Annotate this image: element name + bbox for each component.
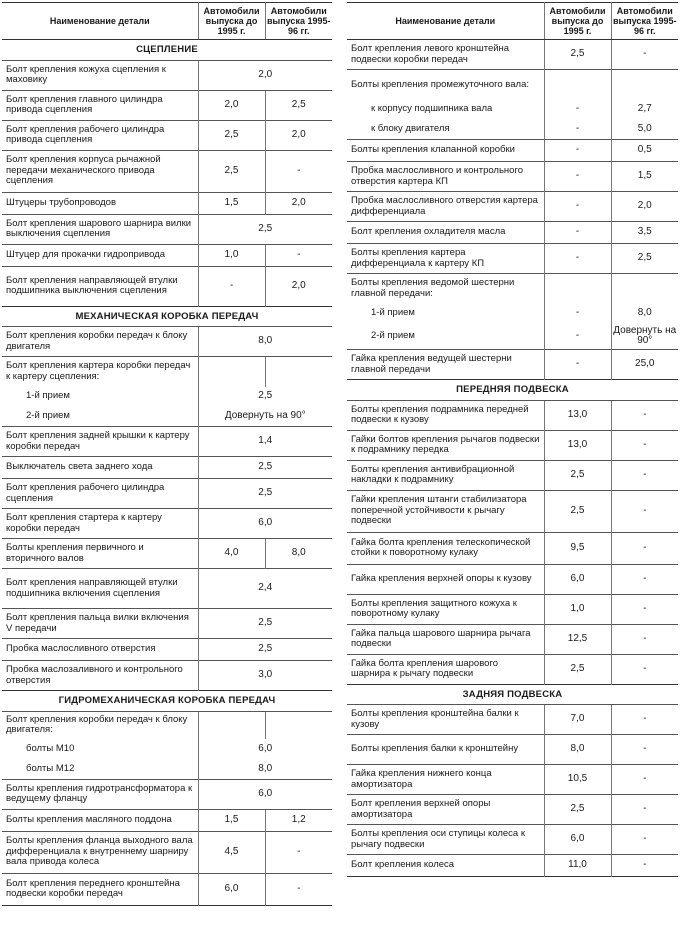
torque-value-both: 6,0 bbox=[198, 779, 332, 809]
table-row bbox=[2, 509, 332, 539]
torque-value-1995-96 bbox=[611, 274, 678, 304]
table-row bbox=[2, 192, 332, 214]
torque-value-1995-96: 8,0 bbox=[611, 304, 678, 324]
torque-value-1995-96: - bbox=[611, 532, 678, 564]
part-name: 2-й прием bbox=[371, 330, 415, 341]
part-name: Гайка крепления верхней опоры к кузову bbox=[347, 564, 544, 594]
torque-value-1995-96: 2,0 bbox=[265, 192, 332, 214]
torque-value-1995-96: 2,5 bbox=[265, 90, 332, 120]
table-row bbox=[2, 427, 332, 457]
header-1995-96: Автомобили выпуска 1995-96 гг. bbox=[611, 3, 678, 40]
torque-table-right bbox=[347, 2, 678, 877]
table-row bbox=[2, 539, 332, 569]
part-name: Болт крепления переднего кронштейна подвески коробки передач bbox=[2, 873, 198, 905]
part-name: Пробка маслозаливного и контрольного отверстия bbox=[2, 661, 198, 691]
header-part-name: Наименование детали bbox=[2, 3, 198, 40]
torque-value-both: 6,0 bbox=[198, 739, 332, 759]
torque-value-both: 2,4 bbox=[198, 569, 332, 609]
part-name: 2-й прием bbox=[26, 410, 70, 421]
part-name: Болты крепления антивибрационной накладки к подрамнику bbox=[347, 460, 544, 490]
table-subrow bbox=[347, 100, 678, 120]
torque-table-left bbox=[2, 2, 332, 906]
torque-value-1995-96: - bbox=[611, 400, 678, 430]
torque-value-1995-96: - bbox=[611, 564, 678, 594]
torque-value-before-1995: - bbox=[544, 100, 611, 120]
torque-value-1995-96: 1,5 bbox=[611, 162, 678, 192]
table-row bbox=[2, 569, 332, 609]
torque-value-1995-96: - bbox=[611, 460, 678, 490]
table-row bbox=[2, 214, 332, 244]
torque-value-1995-96: - bbox=[265, 873, 332, 905]
torque-value-before-1995: 2,5 bbox=[544, 490, 611, 532]
torque-value-before-1995: - bbox=[198, 266, 265, 306]
torque-value-before-1995: - bbox=[544, 304, 611, 324]
table-row bbox=[347, 654, 678, 684]
table-row bbox=[347, 735, 678, 765]
header-before-1995: Автомобили выпуска до 1995 г. bbox=[544, 3, 611, 40]
torque-value-before-1995: 4,5 bbox=[198, 831, 265, 873]
part-name: Болты крепления промежуточного вала: bbox=[347, 70, 544, 100]
torque-value-before-1995: 10,5 bbox=[544, 765, 611, 795]
table-row bbox=[347, 624, 678, 654]
torque-value-both: 2,5 bbox=[198, 639, 332, 661]
torque-value-before-1995: 2,5 bbox=[544, 460, 611, 490]
part-name: Болт крепления кожуха сцепления к маховику bbox=[2, 60, 198, 90]
table-row bbox=[347, 594, 678, 624]
torque-value-1995-96: - bbox=[611, 795, 678, 825]
part-name: болты М10 bbox=[26, 742, 75, 754]
part-name: Гайки крепления штанги стабилизатора поперечной устойчивости к рычагу подвески bbox=[347, 490, 544, 532]
part-name: 1-й прием bbox=[371, 307, 415, 319]
part-name: Болт крепления шарового шарнира вилки выключения сцепления bbox=[2, 214, 198, 244]
torque-value-1995-96: - bbox=[265, 831, 332, 873]
table-subrow bbox=[347, 120, 678, 140]
table-row bbox=[347, 430, 678, 460]
table-row bbox=[347, 350, 678, 380]
section-heading-row bbox=[2, 40, 332, 61]
table-row bbox=[2, 809, 332, 831]
torque-value-1995-96: - bbox=[265, 244, 332, 266]
section-heading-row bbox=[347, 684, 678, 705]
torque-value-1995-96: - bbox=[611, 594, 678, 624]
torque-value-both: 2,5 bbox=[198, 479, 332, 509]
torque-value-both: 8,0 bbox=[198, 759, 332, 779]
table-subrow bbox=[2, 759, 332, 779]
torque-value-1995-96: 5,0 bbox=[611, 120, 678, 140]
torque-value-both: 6,0 bbox=[198, 509, 332, 539]
torque-value-before-1995: 6,0 bbox=[544, 564, 611, 594]
part-name: Гайка крепления нижнего конца амортизатора bbox=[347, 765, 544, 795]
torque-value-1995-96: 2,5 bbox=[611, 244, 678, 274]
table-row bbox=[347, 274, 678, 304]
section-heading-row bbox=[347, 380, 678, 401]
part-name: Болты крепления защитного кожуха к поворотному кулаку bbox=[347, 594, 544, 624]
part-name: Гайка болта крепления шарового шарнира к рычагу подвески bbox=[347, 654, 544, 684]
part-name: Болт крепления рабочего цилиндра привода сцепления bbox=[2, 120, 198, 150]
torque-value-both: 2,5 bbox=[198, 387, 332, 407]
torque-value-before-1995: 2,5 bbox=[544, 40, 611, 70]
table-row bbox=[347, 40, 678, 70]
torque-value-before-1995: 1,5 bbox=[198, 192, 265, 214]
table-row bbox=[347, 795, 678, 825]
torque-value-both: 3,0 bbox=[198, 661, 332, 691]
torque-value-before-1995: 7,0 bbox=[544, 705, 611, 735]
section-heading: СЦЕПЛЕНИЕ bbox=[2, 40, 332, 61]
part-name: Болт крепления картера коробки передач к картеру сцепления: bbox=[2, 357, 198, 387]
part-name: Болты крепления масляного поддона bbox=[2, 809, 198, 831]
torque-value-before-1995: 2,5 bbox=[544, 654, 611, 684]
table-row bbox=[347, 532, 678, 564]
section-heading: ЗАДНЯЯ ПОДВЕСКА bbox=[347, 684, 678, 705]
torque-value-both: 2,5 bbox=[198, 457, 332, 479]
table-row bbox=[347, 70, 678, 100]
table-row bbox=[2, 120, 332, 150]
torque-value-before-1995: - bbox=[544, 350, 611, 380]
table-row bbox=[347, 825, 678, 855]
torque-value-before-1995: 2,5 bbox=[198, 150, 265, 192]
right-table-body bbox=[347, 40, 678, 877]
header-1995-96: Автомобили выпуска 1995-96 гг. bbox=[265, 3, 332, 40]
table-row bbox=[2, 711, 332, 739]
torque-value-1995-96: 2,0 bbox=[265, 266, 332, 306]
part-name: Болты крепления клапанной коробки bbox=[347, 140, 544, 162]
torque-value-1995-96: 0,5 bbox=[611, 140, 678, 162]
torque-value-both: 2,5 bbox=[198, 214, 332, 244]
table-row bbox=[2, 60, 332, 90]
table-row bbox=[2, 327, 332, 357]
part-name: Болт крепления направляющей втулки подшипника включения сцепления bbox=[2, 569, 198, 609]
section-heading-row bbox=[2, 691, 332, 712]
torque-value-before-1995: 4,0 bbox=[198, 539, 265, 569]
torque-value-1995-96: - bbox=[611, 855, 678, 877]
torque-value-before-1995 bbox=[198, 357, 265, 387]
torque-value-1995-96: - bbox=[611, 735, 678, 765]
table-subrow bbox=[347, 304, 678, 324]
header-part-name: Наименование детали bbox=[347, 3, 544, 40]
part-name: Болт крепления левого кронштейна подвески коробки передач bbox=[347, 40, 544, 70]
torque-value-before-1995: 13,0 bbox=[544, 430, 611, 460]
part-name: Болты крепления ведомой шестерни главной передачи: bbox=[347, 274, 544, 304]
right-table-column bbox=[347, 2, 678, 877]
part-name: Болты крепления кронштейна балки к кузову bbox=[347, 705, 544, 735]
table-row bbox=[347, 162, 678, 192]
torque-value-1995-96 bbox=[265, 711, 332, 739]
table-row bbox=[2, 831, 332, 873]
table-row bbox=[2, 150, 332, 192]
part-name: Штуцер для прокачки гидропривода bbox=[2, 244, 198, 266]
torque-value-both: 1,4 bbox=[198, 427, 332, 457]
part-name: Болт крепления коробки передач к блоку двигателя: bbox=[2, 711, 198, 739]
torque-value-before-1995: - bbox=[544, 120, 611, 140]
torque-value-before-1995: - bbox=[544, 192, 611, 222]
table-row bbox=[2, 90, 332, 120]
table-row bbox=[347, 564, 678, 594]
part-name: Болт крепления охладителя масла bbox=[347, 222, 544, 244]
torque-value-1995-96: - bbox=[611, 654, 678, 684]
torque-value-before-1995: 13,0 bbox=[544, 400, 611, 430]
torque-value-before-1995: 6,0 bbox=[544, 825, 611, 855]
table-row bbox=[347, 222, 678, 244]
torque-value-before-1995 bbox=[544, 274, 611, 304]
torque-value-before-1995: 11,0 bbox=[544, 855, 611, 877]
part-name: Болт крепления главного цилиндра привода сцепления bbox=[2, 90, 198, 120]
torque-value-1995-96 bbox=[265, 357, 332, 387]
part-name: Гайка крепления ведущей шестерни главной передачи bbox=[347, 350, 544, 380]
part-name: Болт крепления рабочего цилиндра сцепления bbox=[2, 479, 198, 509]
section-heading: ПЕРЕДНЯЯ ПОДВЕСКА bbox=[347, 380, 678, 401]
table-row bbox=[2, 479, 332, 509]
torque-value-1995-96: - bbox=[265, 150, 332, 192]
torque-value-before-1995: - bbox=[544, 324, 611, 350]
table-row bbox=[347, 244, 678, 274]
table-row bbox=[2, 609, 332, 639]
table-row bbox=[347, 490, 678, 532]
part-name: 1-й прием bbox=[26, 390, 70, 402]
torque-value-before-1995 bbox=[198, 711, 265, 739]
left-table-column bbox=[2, 2, 332, 906]
part-name: Пробка маслосливного отверстия bbox=[2, 639, 198, 661]
torque-value-before-1995: 1,0 bbox=[544, 594, 611, 624]
part-name: Болты крепления картера дифференциала к картеру КП bbox=[347, 244, 544, 274]
torque-value-1995-96: 2,0 bbox=[265, 120, 332, 150]
part-name: Болт крепления пальца вилки включения V передачи bbox=[2, 609, 198, 639]
header-before-1995: Автомобили выпуска до 1995 г. bbox=[198, 3, 265, 40]
part-name: Болт крепления коробки передач к блоку двигателя bbox=[2, 327, 198, 357]
part-name: Гайка болта крепления телескопической стойки к поворотному кулаку bbox=[347, 532, 544, 564]
table-row bbox=[347, 400, 678, 430]
torque-value-before-1995: 9,5 bbox=[544, 532, 611, 564]
table-row bbox=[2, 457, 332, 479]
part-name: Болт крепления стартера к картеру коробки передач bbox=[2, 509, 198, 539]
torque-value-1995-96: - bbox=[611, 705, 678, 735]
part-name: Болты крепления подрамника передней подвески к кузову bbox=[347, 400, 544, 430]
torque-value-1995-96: 8,0 bbox=[265, 539, 332, 569]
torque-value-before-1995: 1,0 bbox=[198, 244, 265, 266]
table-row bbox=[2, 661, 332, 691]
table-row bbox=[2, 779, 332, 809]
torque-value-before-1995: - bbox=[544, 140, 611, 162]
torque-value-1995-96: Довернуть на 90° bbox=[611, 324, 678, 350]
part-name: к корпусу подшипника вала bbox=[371, 103, 493, 115]
left-table-body bbox=[2, 40, 332, 906]
part-name: болты М12 bbox=[26, 762, 75, 774]
torque-value-before-1995: 2,0 bbox=[198, 90, 265, 120]
torque-value-1995-96: 1,2 bbox=[265, 809, 332, 831]
part-name: Гайки болтов крепления рычагов подвески к подрамнику передка bbox=[347, 430, 544, 460]
part-name: Болт крепления корпуса рычажной передачи механического привода сцепления bbox=[2, 150, 198, 192]
torque-value-before-1995: - bbox=[544, 162, 611, 192]
part-name: Болты крепления балки к кронштейну bbox=[347, 735, 544, 765]
torque-value-1995-96: 2,0 bbox=[611, 192, 678, 222]
torque-value-1995-96: - bbox=[611, 825, 678, 855]
table-row bbox=[347, 460, 678, 490]
table-subrow bbox=[2, 387, 332, 407]
part-name: Пробка маслосливного и контрольного отверстия картера КП bbox=[347, 162, 544, 192]
table-row bbox=[347, 192, 678, 222]
torque-value-1995-96: 2,7 bbox=[611, 100, 678, 120]
torque-value-before-1995: 2,5 bbox=[198, 120, 265, 150]
torque-value-both: 2,5 bbox=[198, 609, 332, 639]
torque-value-before-1995: 6,0 bbox=[198, 873, 265, 905]
part-name: Болт крепления колеса bbox=[347, 855, 544, 877]
table-subrow bbox=[347, 324, 678, 350]
table-row bbox=[347, 855, 678, 877]
part-name: Болты крепления гидротрансформатора к ведущему фланцу bbox=[2, 779, 198, 809]
torque-value-1995-96: - bbox=[611, 490, 678, 532]
part-name: Пробка маслосливного отверстия картера дифференциала bbox=[347, 192, 544, 222]
torque-value-1995-96: 25,0 bbox=[611, 350, 678, 380]
part-name: Штуцеры трубопроводов bbox=[2, 192, 198, 214]
torque-value-1995-96 bbox=[611, 70, 678, 100]
torque-value-both: 2,0 bbox=[198, 60, 332, 90]
part-name: Болт крепления задней крышки к картеру коробки передач bbox=[2, 427, 198, 457]
torque-value-both: 8,0 bbox=[198, 327, 332, 357]
part-name: Выключатель света заднего хода bbox=[2, 457, 198, 479]
table-row bbox=[2, 244, 332, 266]
torque-value-1995-96: 3,5 bbox=[611, 222, 678, 244]
table-row bbox=[347, 765, 678, 795]
torque-value-1995-96: - bbox=[611, 624, 678, 654]
section-heading: МЕХАНИЧЕСКАЯ КОРОБКА ПЕРЕДАЧ bbox=[2, 306, 332, 327]
table-subrow bbox=[2, 739, 332, 759]
table-row bbox=[2, 357, 332, 387]
table-subrow bbox=[2, 407, 332, 427]
part-name: Болты крепления первичного и вторичного валов bbox=[2, 539, 198, 569]
table-row bbox=[347, 705, 678, 735]
part-name: Болты крепления оси ступицы колеса к рычагу подвески bbox=[347, 825, 544, 855]
torque-value-both: Довернуть на 90° bbox=[198, 407, 332, 427]
torque-value-1995-96: - bbox=[611, 765, 678, 795]
section-heading-row bbox=[2, 306, 332, 327]
part-name: Гайка пальца шарового шарнира рычага подвески bbox=[347, 624, 544, 654]
table-row bbox=[2, 266, 332, 306]
torque-value-before-1995 bbox=[544, 70, 611, 100]
torque-value-before-1995: 1,5 bbox=[198, 809, 265, 831]
part-name: Болт крепления верхней опоры амортизатора bbox=[347, 795, 544, 825]
part-name: к блоку двигателя bbox=[371, 123, 450, 134]
table-row bbox=[347, 140, 678, 162]
table-row bbox=[2, 873, 332, 905]
torque-value-before-1995: - bbox=[544, 222, 611, 244]
torque-value-before-1995: - bbox=[544, 244, 611, 274]
torque-value-1995-96: - bbox=[611, 40, 678, 70]
part-name: Болт крепления направляющей втулки подшипника выключения сцепления bbox=[2, 266, 198, 306]
torque-value-1995-96: - bbox=[611, 430, 678, 460]
part-name: Болты крепления фланца выходного вала дифференциала к внутреннему шарниру вала привода колеса bbox=[2, 831, 198, 873]
table-row bbox=[2, 639, 332, 661]
torque-value-before-1995: 12,5 bbox=[544, 624, 611, 654]
torque-value-before-1995: 8,0 bbox=[544, 735, 611, 765]
torque-value-before-1995: 2,5 bbox=[544, 795, 611, 825]
section-heading: ГИДРОМЕХАНИЧЕСКАЯ КОРОБКА ПЕРЕДАЧ bbox=[2, 691, 332, 712]
